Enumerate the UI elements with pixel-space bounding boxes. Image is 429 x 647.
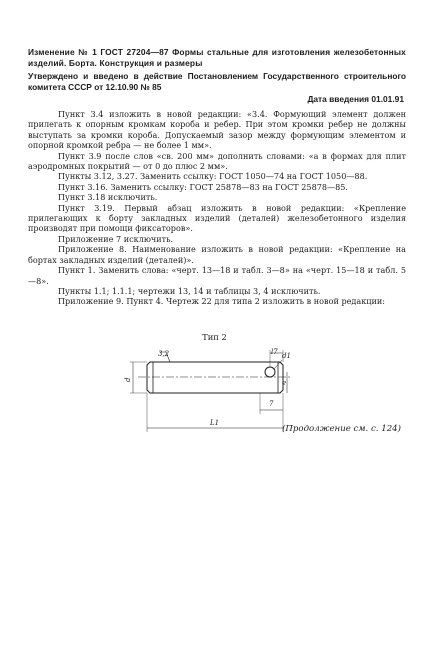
paragraph: Приложение 7 исключить. xyxy=(58,233,174,244)
pin-outline xyxy=(147,362,283,393)
paragraph: Пункты 3.12, 3.27. Заменить ссылку: ГОСТ 1050—74 на ГОСТ 1050—88. xyxy=(58,171,368,182)
paragraph: Пункт 3.16. Заменить ссылку: ГОСТ 25878—83 на ГОСТ 25878—85. xyxy=(58,181,348,192)
paragraph: Пункты 1.1; 1.1.1; чертежи 13, 14 и таблицы 3, 4 исключить. xyxy=(58,285,321,296)
effective-date: Дата введения 01.01.91 xyxy=(307,94,404,104)
paragraph: Приложение 9. Пункт 4. Чертеж 22 для типа 2 изложить в новой редакции: xyxy=(58,296,385,307)
label-roughness: 3,2 xyxy=(158,349,170,358)
paragraph: Приложение 8. Наименование изложить в новой редакции: «Крепление на бортах закладных изделий (деталей)». xyxy=(28,244,406,265)
label-dim-top: l7 xyxy=(271,347,278,356)
label-l1: L1 xyxy=(210,418,220,427)
label-e: e xyxy=(282,378,287,387)
paragraph: Пункт 1. Заменить слова: «черт. 13—18 и табл. 3—8» на «черт. 15—18 и табл. 5—8». xyxy=(28,265,406,286)
technical-drawing xyxy=(123,347,291,440)
amendment-body xyxy=(28,109,406,307)
label-d: d xyxy=(123,377,132,382)
cross-hole xyxy=(265,367,275,377)
label-seven: 7 xyxy=(269,399,274,408)
paragraph: Пункт 3.9 после слов «св. 200 мм» дополнить словами: «а в формах для плит аэродромных покрытий — от 0 до плюс 2 мм». xyxy=(28,150,406,172)
figure-caption: Тип 2 xyxy=(202,332,227,342)
continuation-note: (Продолжение см. с. 124) xyxy=(282,424,401,434)
paragraph: Пункт 3.19. Первый абзац изложить в новой редакции: «Крепление прилегающих к борту закладных изделий (деталей) железобетонного изделия производят при помощи фиксаторов». xyxy=(28,202,406,234)
paragraph: Пункт 3.4 изложить в новой редакции: «3.4. Формующий элемент должен прилегать к опорным кромкам короба и ребер. При этом кромки ребер не должны выступать за кромки короба. Допускаемый зазор между формующим элементом и опорной кромкой ребра — не более 1 мм». xyxy=(28,109,406,151)
label-d1: d1 xyxy=(282,351,291,360)
amendment-heading: Изменение № 1 ГОСТ 27204—87 Формы стальные для изготовления железобетонных изделий. Борта. Конструкция и размеры xyxy=(28,47,406,69)
approval-statement: Утверждено и введено в действие Постановлением Государственного строительного комитета СССР от 12.10.90 № 85 xyxy=(28,71,406,93)
paragraph: Пункт 3.18 исключить. xyxy=(58,192,158,203)
